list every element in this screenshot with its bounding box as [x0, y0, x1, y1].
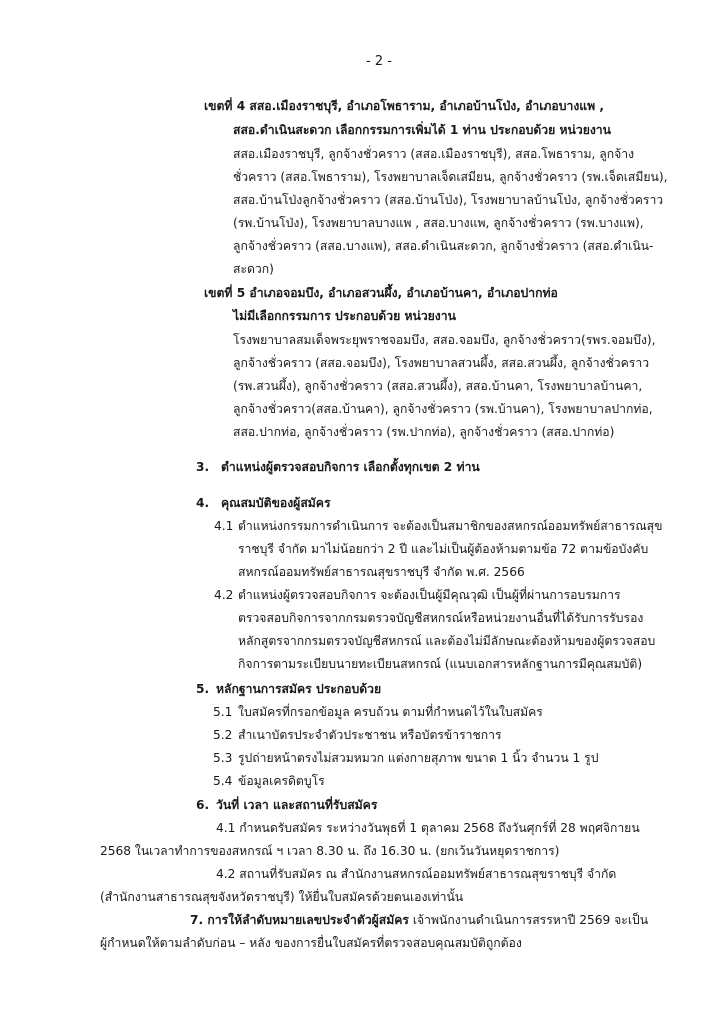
- section6-p1-line1: 4.1 กำหนดรับสมัคร ระหว่างวันพุธที่ 1 ตุลาคม 2568 ถึงวันศุกร์ที่ 28 พฤศจิกายน: [216, 821, 640, 835]
- zone4-line: สสอ.บ้านโป่งลูกจ้างชั่วคราว (สสอ.บ้านโป่ง), โรงพยาบาลบ้านโป่ง, ลูกจ้างชั่วคราว: [233, 193, 664, 207]
- item-5-1-number: 5.1: [213, 705, 233, 719]
- section7-title: 7. การให้ลำดับหมายเลขประจำตัวผู้สมัคร: [190, 913, 409, 927]
- section7-text: เจ้าพนักงานดำเนินการสรรหาปี 2569 จะเป็น: [408, 913, 649, 927]
- zone5-line: โรงพยาบาลสมเด็จพระยุพราชจอมบึง, สสอ.จอมบึง, ลูกจ้างชั่วคราว(รพร.จอมบึง),: [233, 333, 656, 347]
- item-5-2-number: 5.2: [213, 728, 233, 742]
- section6-p1-line2: 2568 ในเวลาทำการของสหกรณ์ ฯ เวลา 8.30 น. ถึง 16.30 น. (ยกเว้นวันหยุดราชการ): [100, 844, 560, 858]
- section6-number: 6.: [196, 798, 210, 812]
- item-5-4-text: ข้อมูลเครดิตบูโร: [238, 774, 325, 788]
- zone4-line: สะดวก): [233, 262, 274, 276]
- item-4-2-line: กิจการตามระเบียบนายทะเบียนสหกรณ์ (แนบเอกสารหลักฐานการมีคุณสมบัติ): [238, 657, 643, 671]
- zone4-heading-1: เขตที่ 4 สสอ.เมืองราชบุรี, อำเภอโพธาราม, อำเภอบ้านโป่ง, อำเภอบางแพ ,: [204, 99, 605, 113]
- section6-title: วันที่ เวลา และสถานที่รับสมัคร: [216, 798, 378, 812]
- item-4-1-number: 4.1: [214, 519, 234, 533]
- zone4-line: (รพ.บ้านโป่ง), โรงพยาบาลบางแพ , สสอ.บางแพ, ลูกจ้างชั่วคราว (รพ.บางแพ),: [233, 216, 644, 230]
- item-4-1-line: สหกรณ์ออมทรัพย์สาธารณสุขราชบุรี จำกัด พ.ศ. 2566: [238, 565, 525, 579]
- item-5-2-text: สำเนาบัตรประจำตัวประชาชน หรือบัตรข้าราชการ: [238, 728, 502, 742]
- item-5-3-text: รูปถ่ายหน้าตรงไม่สวมหมวก แต่งกายสุภาพ ขนาด 1 นิ้ว จำนวน 1 รูป: [238, 751, 599, 765]
- section3-number: 3.: [196, 460, 210, 474]
- zone4-line: ชั่วคราว (สสอ.โพธาราม), โรงพยาบาลเจ็ดเสมียน, ลูกจ้างชั่วคราว (รพ.เจ็ดเสมียน),: [233, 170, 668, 184]
- section4-title: คุณสมบัติของผู้สมัคร: [221, 496, 331, 510]
- zone5-line: (รพ.สวนผึ้ง), ลูกจ้างชั่วคราว (สสอ.สวนผึ้ง), สสอ.บ้านคา, โรงพยาบาลบ้านคา,: [233, 379, 643, 393]
- section7-line2: ผู้กำหนดให้ตามลำดับก่อน – หลัง ของการยื่นใบสมัครที่ตรวจสอบคุณสมบัติถูกต้อง: [100, 936, 522, 950]
- zone4-line: ลูกจ้างชั่วคราว (สสอ.บางแพ), สสอ.ดำเนินสะดวก, ลูกจ้างชั่วคราว (สสอ.ดำเนิน-: [233, 239, 654, 253]
- section5-number: 5.: [196, 682, 210, 696]
- zone5-line: ลูกจ้างชั่วคราว(สสอ.บ้านคา), ลูกจ้างชั่วคราว (รพ.บ้านคา), โรงพยาบาลปากท่อ,: [233, 402, 653, 416]
- zone5-line: สสอ.ปากท่อ, ลูกจ้างชั่วคราว (รพ.ปากท่อ), ลูกจ้างชั่วคราว (สสอ.ปากท่อ): [233, 425, 615, 439]
- item-5-4-number: 5.4: [213, 774, 233, 788]
- zone4-line: สสอ.เมืองราชบุรี, ลูกจ้างชั่วคราว (สสอ.เมืองราชบุรี), สสอ.โพธาราม, ลูกจ้าง: [233, 147, 635, 161]
- item-4-2-line: หลักสูตรจากกรมตรวจบัญชีสหกรณ์ และต้องไม่มีลักษณะต้องห้ามของผู้ตรวจสอบ: [238, 634, 656, 648]
- item-5-1-text: ใบสมัครที่กรอกข้อมูล ครบถ้วน ตามที่กำหนดไว้ในใบสมัคร: [238, 705, 543, 719]
- section7-paragraph: [190, 911, 648, 929]
- section6-p2-line2: (สำนักงานสาธารณสุขจังหวัดราชบุรี) ให้ยื่นใบสมัครด้วยตนเองเท่านั้น: [100, 890, 464, 904]
- item-4-1-line: ตำแหน่งกรรมการดำเนินการ จะต้องเป็นสมาชิกของสหกรณ์ออมทรัพย์สาธารณสุข: [238, 519, 663, 533]
- zone5-heading-2: ไม่มีเลือกกรรมการ ประกอบด้วย หน่วยงาน: [233, 309, 456, 323]
- zone5-heading-1: เขตที่ 5 อำเภอจอมบึง, อำเภอสวนผึ้ง, อำเภอบ้านคา, อำเภอปากท่อ: [204, 286, 558, 300]
- item-4-2-line: ตำแหน่งผู้ตรวจสอบกิจการ จะต้องเป็นผู้มีคุณวุฒิ เป็นผู้ที่ผ่านการอบรมการ: [238, 588, 621, 602]
- zone4-heading-2: สสอ.ดำเนินสะดวก เลือกกรรมการเพิ่มได้ 1 ท่าน ประกอบด้วย หน่วยงาน: [233, 123, 611, 137]
- section5-title: หลักฐานการสมัคร ประกอบด้วย: [216, 682, 382, 696]
- item-4-2-line: ตรวจสอบกิจการจากกรมตรวจบัญชีสหกรณ์หรือหน่วยงานอื่นที่ได้รับการรับรอง: [238, 611, 644, 625]
- item-5-3-number: 5.3: [213, 751, 233, 765]
- zone5-line: ลูกจ้างชั่วคราว (สสอ.จอมบึง), โรงพยาบาลสวนผึ้ง, สสอ.สวนผึ้ง, ลูกจ้างชั่วคราว: [233, 356, 650, 370]
- section4-number: 4.: [196, 496, 210, 510]
- page-number: - 2 -: [366, 54, 392, 69]
- item-4-2-number: 4.2: [214, 588, 234, 602]
- section3-title: ตำแหน่งผู้ตรวจสอบกิจการ เลือกตั้งทุกเขต 2 ท่าน: [221, 460, 480, 474]
- section6-p2-line1: 4.2 สถานที่รับสมัคร ณ สำนักงานสหกรณ์ออมทรัพย์สาธารณสุขราชบุรี จำกัด: [216, 867, 617, 881]
- item-4-1-line: ราชบุรี จำกัด มาไม่น้อยกว่า 2 ปี และไม่เป็นผู้ต้องห้ามตามข้อ 72 ตามข้อบังคับ: [238, 542, 649, 556]
